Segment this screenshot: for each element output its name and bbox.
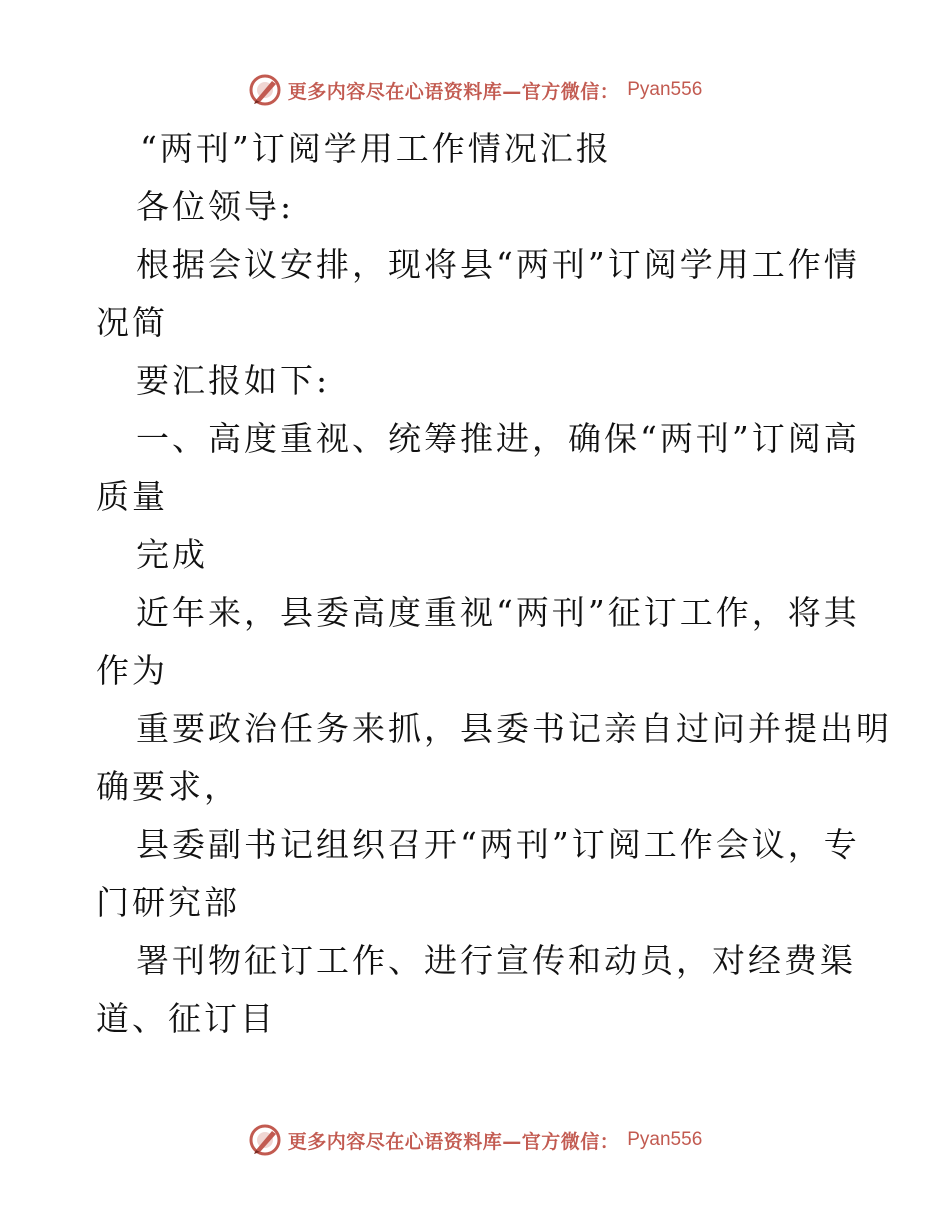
text-line: 作为 — [96, 651, 168, 690]
watermark-text: 更多内容尽在心语资料库—官方微信： — [287, 80, 620, 103]
document-title: “两刊”订阅学用工作情况汇报 — [140, 129, 612, 168]
pen-logo-icon — [248, 1123, 282, 1157]
text-line: 近年来，县委高度重视“两刊”征订工作，将其 — [136, 593, 860, 632]
pen-logo-icon — [248, 73, 282, 107]
text-line: 县委副书记组织召开“两刊”订阅工作会议，专 — [136, 825, 860, 864]
text-line: 各位领导: — [136, 187, 295, 226]
watermark-wechat-id: Pyan556 — [627, 1129, 703, 1150]
watermark-wechat-id: Pyan556 — [627, 79, 703, 100]
header-watermark — [0, 70, 950, 110]
text-line: 重要政治任务来抓，县委书记亲自过问并提出明 — [136, 709, 892, 748]
watermark-text: 更多内容尽在心语资料库—官方微信： — [287, 1130, 620, 1153]
section-heading-cont: 质量 — [96, 477, 168, 516]
footer-watermark — [0, 1120, 950, 1160]
text-line: 确要求， — [96, 767, 240, 806]
text-line: 署刊物征订工作、进行宣传和动员，对经费渠 — [136, 941, 856, 980]
text-line: 根据会议安排，现将县“两刊”订阅学用工作情 — [136, 245, 860, 284]
text-line: 况简 — [96, 303, 168, 342]
text-line: 完成 — [136, 535, 208, 574]
text-line: 门研究部 — [96, 883, 240, 922]
document-body — [96, 120, 892, 1048]
text-line: 要汇报如下: — [136, 361, 331, 400]
section-heading: 一、高度重视、统筹推进，确保“两刊”订阅高 — [136, 419, 860, 458]
text-line: 道、征订目 — [96, 999, 276, 1038]
